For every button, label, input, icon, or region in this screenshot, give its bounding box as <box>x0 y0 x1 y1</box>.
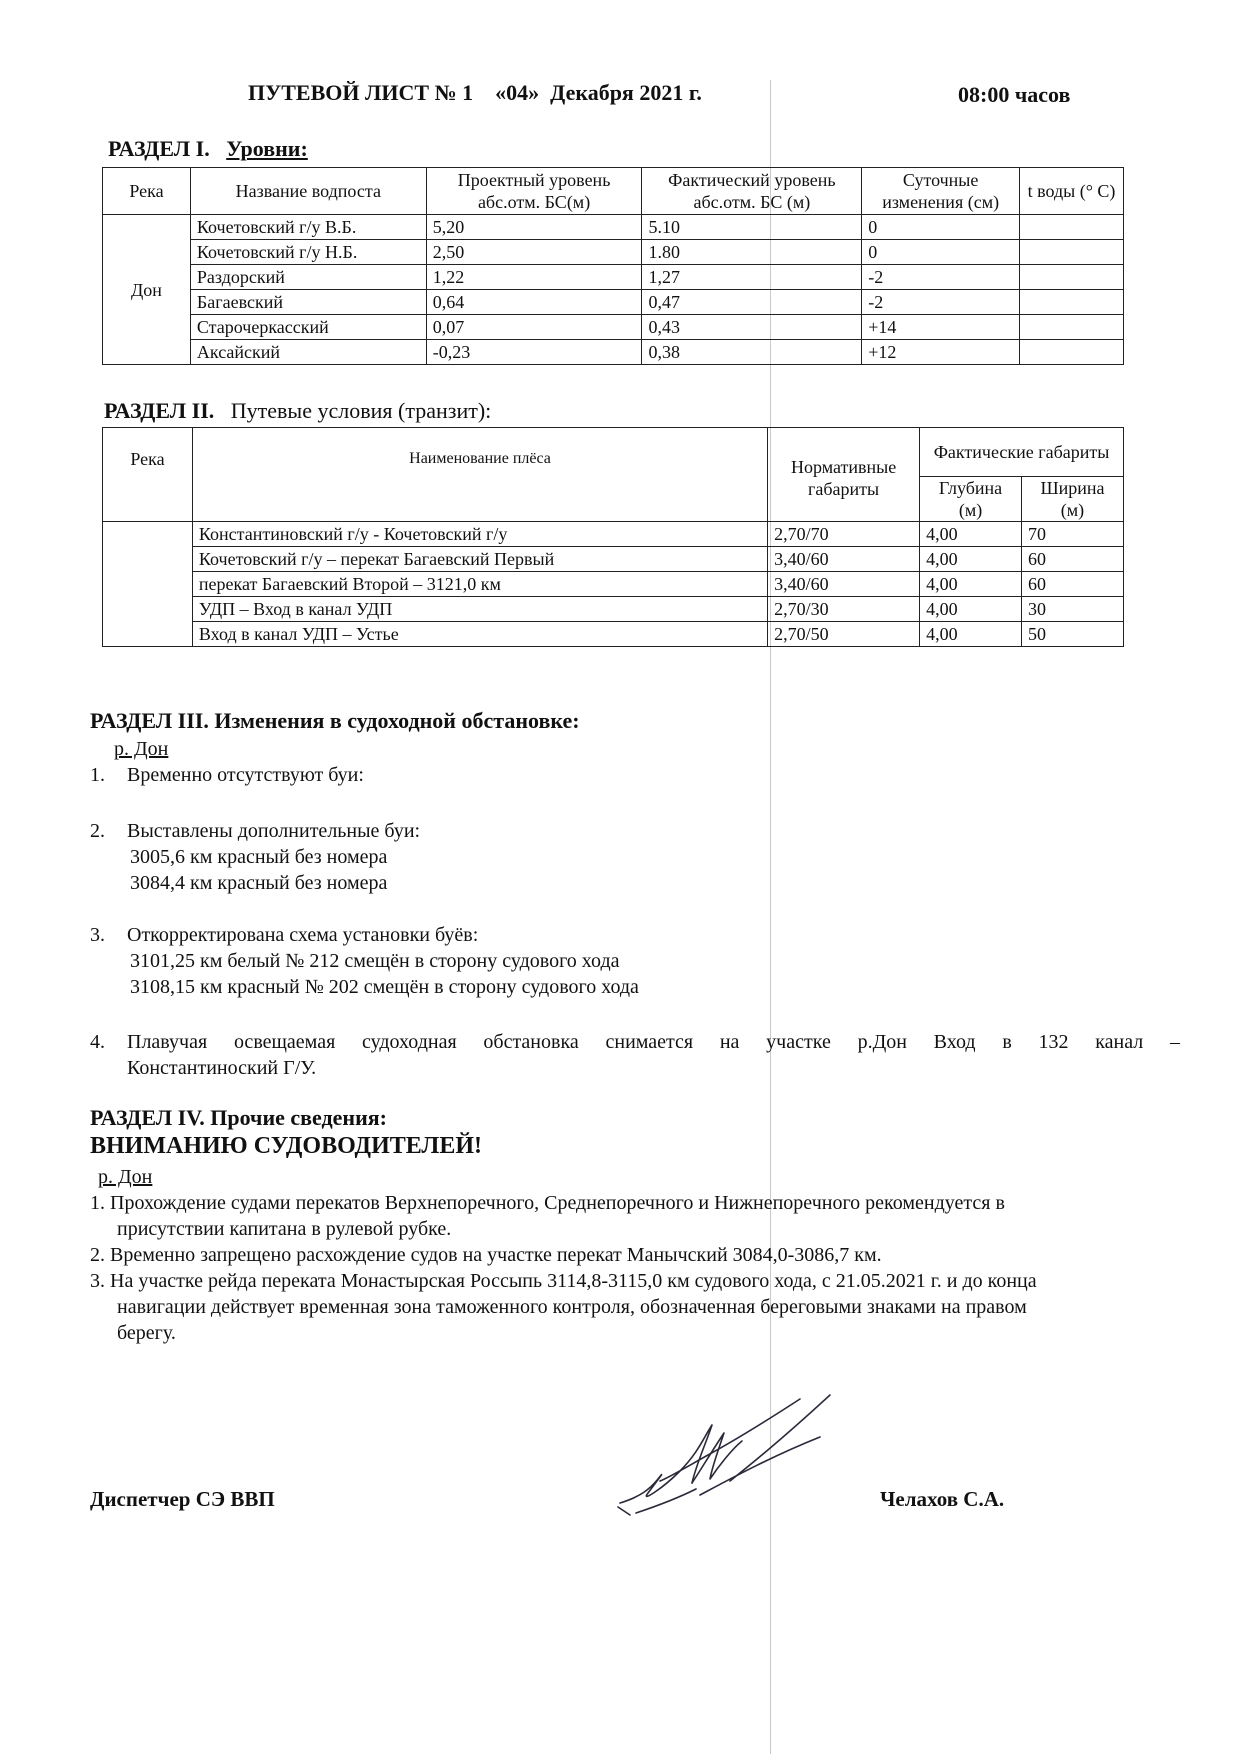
table-row <box>103 315 1124 340</box>
river-cell-empty <box>103 522 193 647</box>
section1-heading <box>108 136 308 162</box>
table-row <box>103 240 1124 265</box>
table-row <box>103 547 1124 572</box>
section3-title: РАЗДЕЛ III. Изменения в судоходной обстановке: <box>90 708 580 733</box>
list-subitem: 3005,6 км красный без номера <box>130 846 388 868</box>
normative-cell: 2,70/70 <box>768 522 920 547</box>
document-title: ПУТЕВОЙ ЛИСТ № 1 «04» Декабря 2021 г. <box>248 80 702 105</box>
col-header-water-temp: t воды (° С) <box>1020 168 1124 215</box>
list-text: Временно отсутствуют буи: <box>127 764 364 786</box>
post-cell: Старочеркасский <box>190 315 426 340</box>
list-number: 3. <box>90 924 105 946</box>
transit-header-row <box>103 428 1124 477</box>
project-cell: 2,50 <box>426 240 642 265</box>
col-header-daily-change: Суточные изменения (см) <box>862 168 1020 215</box>
list-number: 4. <box>90 1031 105 1053</box>
normative-cell: 3,40/60 <box>768 572 920 597</box>
normative-cell: 2,70/50 <box>768 622 920 647</box>
list-number: 2. <box>90 820 105 842</box>
list-item-cont: навигации действует временная зона таможенного контроля, обозначенная береговыми знаками на правом <box>117 1296 1027 1318</box>
temp-cell <box>1020 240 1124 265</box>
width-cell: 60 <box>1022 547 1124 572</box>
project-cell: 5,20 <box>426 215 642 240</box>
list-text-cont: Константиноский Г/У. <box>127 1057 317 1079</box>
levels-header-row <box>103 168 1124 215</box>
word: в <box>1002 1031 1012 1053</box>
word: Плавучая <box>127 1031 208 1053</box>
section1-title: РАЗДЕЛ I. <box>108 136 210 161</box>
word: на <box>719 1031 740 1053</box>
section3-river: р. Дон <box>114 738 169 760</box>
word: 132 <box>1038 1031 1069 1053</box>
table-row <box>103 522 1124 547</box>
col-header-actual-level: Фактический уровень абс.отм. БС (м) <box>642 168 862 215</box>
stretch-cell: перекат Багаевский Второй – 3121,0 км <box>192 572 767 597</box>
depth-cell: 4,00 <box>920 597 1022 622</box>
col-header-river: Река <box>103 168 191 215</box>
list-item: 3. На участке рейда переката Монастырская Россыпь 3114,8-3115,0 км судового хода, с 21.05.2021 г. и до конца <box>90 1270 1037 1292</box>
table-row <box>103 572 1124 597</box>
list-item: 1. Прохождение судами перекатов Верхнепоречного, Среднепоречного и Нижнепоречного рекомендуется в <box>90 1192 1005 1214</box>
word: обстановка <box>483 1031 579 1053</box>
depth-cell: 4,00 <box>920 572 1022 597</box>
list-subitem: 3101,25 км белый № 212 смещён в сторону судового хода <box>130 950 620 972</box>
list-number: 1. <box>90 764 105 786</box>
project-cell: 0,07 <box>426 315 642 340</box>
temp-cell <box>1020 265 1124 290</box>
col-header-normative: Нормативные габариты <box>768 428 920 522</box>
depth-cell: 4,00 <box>920 622 1022 647</box>
word: участке <box>766 1031 831 1053</box>
list-item <box>90 1029 105 1055</box>
project-cell: -0,23 <box>426 340 642 365</box>
change-cell: +14 <box>862 315 1020 340</box>
depth-cell: 4,00 <box>920 547 1022 572</box>
list-item <box>90 818 421 844</box>
actual-cell: 0,47 <box>642 290 862 315</box>
list-text-justified <box>127 1029 1180 1055</box>
col-header-depth: Глубина (м) <box>920 477 1022 522</box>
temp-cell <box>1020 315 1124 340</box>
word: судоходная <box>362 1031 457 1053</box>
river-cell: Дон <box>103 215 191 365</box>
section1-subtitle: Уровни: <box>226 136 308 161</box>
table-row <box>103 622 1124 647</box>
section2-title: РАЗДЕЛ II. <box>104 398 215 423</box>
word: снимается <box>605 1031 694 1053</box>
attention-heading: ВНИМАНИЮ СУДОВОДИТЕЛЕЙ! <box>90 1133 482 1159</box>
actual-cell: 1,27 <box>642 265 862 290</box>
table-row <box>103 290 1124 315</box>
width-cell: 30 <box>1022 597 1124 622</box>
list-item-cont: берегу. <box>117 1322 176 1344</box>
list-item-cont: присутствии капитана в рулевой рубке. <box>117 1218 452 1240</box>
normative-cell: 2,70/30 <box>768 597 920 622</box>
list-item: 2. Временно запрещено расхождение судов на участке перекат Манычский 3084,0-3086,7 км. <box>90 1244 882 1266</box>
col-header-actual: Фактические габариты <box>920 428 1124 477</box>
list-item <box>90 922 479 948</box>
word: Вход <box>933 1031 976 1053</box>
post-cell: Кочетовский г/у Н.Б. <box>190 240 426 265</box>
col-header-width: Ширина (м) <box>1022 477 1124 522</box>
section4-river: р. Дон <box>98 1166 153 1188</box>
section4-title: РАЗДЕЛ IV. Прочие сведения: <box>90 1105 387 1130</box>
temp-cell <box>1020 290 1124 315</box>
width-cell: 60 <box>1022 572 1124 597</box>
col-header-project-level: Проектный уровень абс.отм. БС(м) <box>426 168 642 215</box>
post-cell: Аксайский <box>190 340 426 365</box>
col-header-post: Название водпоста <box>190 168 426 215</box>
list-text: Выставлены дополнительные буи: <box>127 820 421 842</box>
signer-position: Диспетчер СЭ ВВП <box>90 1487 275 1511</box>
project-cell: 1,22 <box>426 265 642 290</box>
normative-cell: 3,40/60 <box>768 547 920 572</box>
project-cell: 0,64 <box>426 290 642 315</box>
change-cell: -2 <box>862 290 1020 315</box>
temp-cell <box>1020 215 1124 240</box>
stretch-cell: УДП – Вход в канал УДП <box>192 597 767 622</box>
post-cell: Багаевский <box>190 290 426 315</box>
actual-cell: 1.80 <box>642 240 862 265</box>
table-row <box>103 215 1124 240</box>
table-row <box>103 265 1124 290</box>
word: канал <box>1095 1031 1144 1053</box>
change-cell: +12 <box>862 340 1020 365</box>
list-subitem: 3084,4 км красный без номера <box>130 872 388 894</box>
list-text: Откорректирована схема установки буёв: <box>127 924 479 946</box>
word: освещаемая <box>233 1031 336 1053</box>
word: р.Дон <box>857 1031 907 1053</box>
table-row <box>103 340 1124 365</box>
post-cell: Раздорский <box>190 265 426 290</box>
handwritten-signature-icon <box>600 1385 860 1535</box>
change-cell: 0 <box>862 215 1020 240</box>
stretch-cell: Константиновский г/у - Кочетовский г/у <box>192 522 767 547</box>
actual-cell: 0,43 <box>642 315 862 340</box>
word: – <box>1170 1031 1180 1053</box>
table-row <box>103 597 1124 622</box>
stretch-cell: Кочетовский г/у – перекат Багаевский Первый <box>192 547 767 572</box>
document-time: 08:00 часов <box>958 82 1071 107</box>
transit-table <box>102 427 1124 647</box>
levels-table <box>102 167 1124 365</box>
section2-subtitle: Путевые условия (транзит): <box>230 398 492 423</box>
width-cell: 70 <box>1022 522 1124 547</box>
depth-cell: 4,00 <box>920 522 1022 547</box>
section2-heading <box>104 398 491 424</box>
change-cell: -2 <box>862 265 1020 290</box>
col-header-river: Река <box>103 428 193 522</box>
list-item <box>90 762 364 788</box>
width-cell: 50 <box>1022 622 1124 647</box>
signer-name: Челахов С.А. <box>880 1487 1005 1511</box>
stretch-cell: Вход в канал УДП – Устье <box>192 622 767 647</box>
col-header-stretch: Наименование плёса <box>192 428 767 522</box>
list-subitem: 3108,15 км красный № 202 смещён в сторону судового хода <box>130 976 639 998</box>
post-cell: Кочетовский г/у В.Б. <box>190 215 426 240</box>
temp-cell <box>1020 340 1124 365</box>
actual-cell: 0,38 <box>642 340 862 365</box>
change-cell: 0 <box>862 240 1020 265</box>
actual-cell: 5.10 <box>642 215 862 240</box>
